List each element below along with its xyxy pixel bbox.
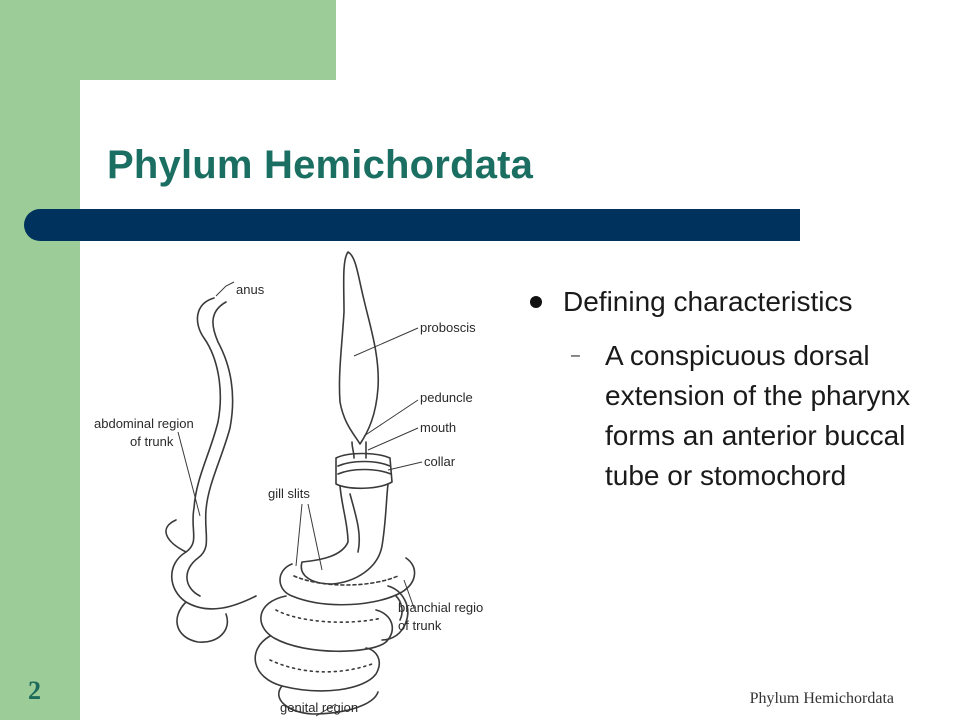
title-rule-bar: [24, 209, 800, 241]
label-gill-slits: gill slits: [268, 486, 310, 501]
label-anus: anus: [236, 282, 265, 297]
slide-number: 2: [28, 676, 41, 705]
label-proboscis: proboscis: [420, 320, 476, 335]
label-abdominal-line1: abdominal region: [94, 416, 194, 431]
sub-bullet-text: A conspicuous dorsal extension of the pharynx forms an anterior buccal tube or stomochord: [605, 340, 911, 491]
dash-icon: –: [571, 347, 580, 364]
left-green-bar: [0, 0, 80, 720]
label-mouth: mouth: [420, 420, 457, 435]
bullet-list: [527, 282, 937, 496]
top-green-block: [0, 0, 336, 80]
label-branchial-line2: of trunk: [398, 618, 442, 633]
abdominal-trunk: [172, 298, 256, 609]
label-collar: collar: [424, 454, 456, 469]
bullet-text: Defining characteristics: [563, 286, 853, 317]
label-abdominal-line2: of trunk: [130, 434, 174, 449]
label-peduncle: peduncle: [420, 390, 473, 405]
label-branchial-line1: branchial regio: [398, 600, 484, 615]
bullet-dot-icon: [530, 296, 542, 308]
acorn-worm-illustration: [86, 246, 514, 720]
bullet-item: [527, 282, 937, 322]
sub-bullet-item: [527, 336, 937, 496]
footer-text: Phylum Hemichordata: [749, 690, 894, 707]
label-genital-region: genital region: [280, 700, 359, 715]
slide-title: Phylum Hemichordata: [107, 143, 534, 187]
